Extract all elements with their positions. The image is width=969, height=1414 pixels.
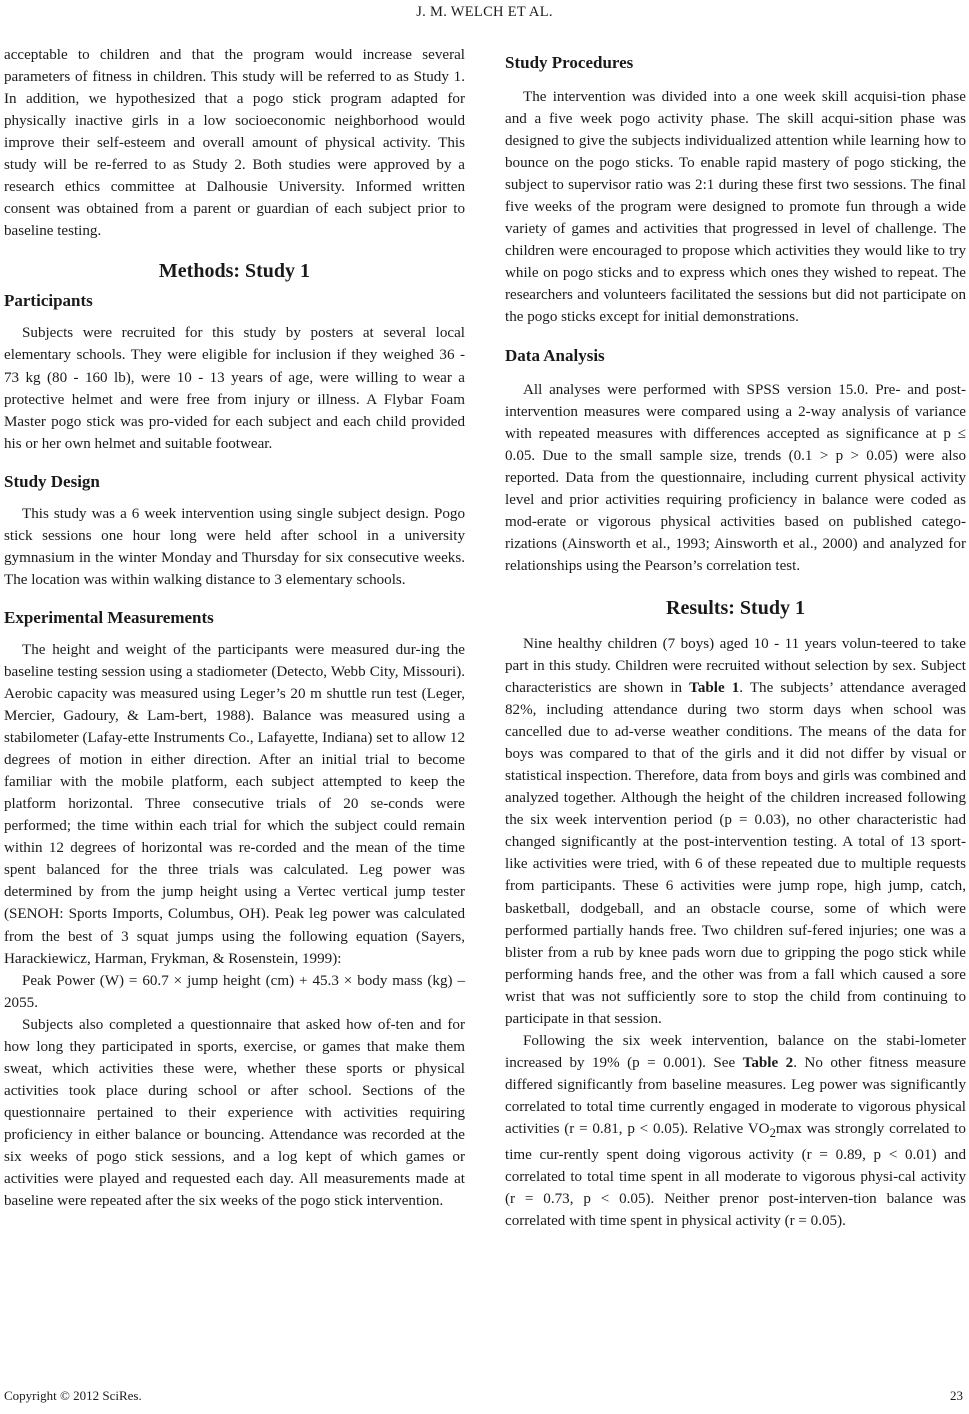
table-1-reference: Table 1 <box>689 680 740 697</box>
copyright-footer: Copyright © 2012 SciRes. <box>4 1388 142 1403</box>
results-paragraph-1 <box>505 633 966 1030</box>
analysis-paragraph: All analyses were performed with SPSS version 15.0. Pre- and post-intervention measures were compared using a 2-way analysis of variance with repeated measures with differences accepted as significance at p ≤ 0.05. Due to the small sample size, trends (0.1 > p > 0.05) were also reported. Data from the questionnaire, including current physical activity level and prior activities requiring proficiency in balance were coded as mod-erate or vigorous physical activities based on published catego-rizations (Ainsworth et al., 1993; Ainsworth et al., 2000) and analyzed for relationships using the Pearson’s correlation test. <box>505 381 966 574</box>
study-design-heading: Study Design <box>4 471 100 491</box>
measurements-paragraph: The height and weight of the participants were measured dur-ing the baseline testing session using a stadiometer (Detecto, Webb City, Missouri). Aerobic capacity was measured using Leger’s 20 m shuttle run test (Leger, Mercier, Gadoury, & Lam-bert, 1988). Balance was measured using a stabilometer (Lafay-ette Instruments Co., Lafayette, Indiana) set to allow 12 degrees of motion in either direction. After an initial trial to become familiar with the mobile platform, each subject attempted to keep the platform horizontal. Three consecutive trials of 20 se-conds were performed; the time within each trial for which the subject could remain within 12 degrees of horizontal was re-corded and the mean of the time spent balanced for the three trials was calculated. Leg power was determined by from the jump height using a Vertec vertical jump tester (SENOH: Sports Imports, Columbus, OH). Peak leg power was calculated from the best of 3 squat jumps using the following equation (Sayers, Harackiewicz, Harman, Frykman, & Rosenstein, 1999): <box>4 641 465 967</box>
results-p2-text-b: . No other fitness measure differed significantly from baseline measures. Leg power was significantly correlated to total time currently engaged in moderate to vigorous physical activities (r = 0.81, p < 0.05). Relative VO <box>505 1054 966 1137</box>
participants-heading: Participants <box>4 291 93 311</box>
analysis-heading: Data Analysis <box>505 345 605 365</box>
questionnaire-paragraph: Subjects also completed a questionnaire that asked how of-ten and for how long they participated in sports, exercise, or games that make them sweat, which activities these were, whether these sports or physical activities took place during school or after school. Sections of the questionnaire pertained to their experience with activities requiring proficiency in either balance or bouncing. Attendance was recorded at the six weeks of pogo stick sessions, and a log kept of which games or activities were played and requested each day. All measurements made at baseline were repeated after the six weeks of the pogo stick intervention. <box>4 1016 465 1210</box>
methods-heading: Methods: Study 1 <box>158 260 311 283</box>
results-p2-text-a: Following the six week intervention, balance on the stabi-lometer increased by 19% (p = 0.001). See <box>505 1032 966 1071</box>
results-heading: Results: Study 1 <box>666 596 805 619</box>
running-head: J. M. WELCH ET AL. <box>416 4 553 20</box>
right-column <box>505 52 966 1232</box>
intro-paragraph: acceptable to children and that the program would increase several parameters of fitness in children. This study will be referred to as Study 1. In addition, we hypothesized that a pogo stick program adapted for physically inactive girls in a low socioeconomic neighborhood would improve their self-esteem and overall amount of physical activity. This study will be re-ferred to as Study 2. Both studies were approved by a research ethics committee at Dalhousie University. Informed written consent was obtained from a parent or guardian of each subject prior to baseline testing. <box>4 47 465 240</box>
results-p2-text-c: max was strongly correlated to time cur-rently spent doing vigorous activity (r = 0.89, p < 0.01) and correlated to total time spent in all moderate to vigorous physi-cal activity (r = 0.73, p < 0.05). Neither prenor post-interven-tion balance was correlated with time spent in physical activity (r = 0.05). <box>505 1120 966 1230</box>
procedures-paragraph: The intervention was divided into a one week skill acquisi-tion phase and a five week pogo activity phase. The skill acqui-sition phase was designed to give the subjects individualized attention while learning how to bounce on the pogo sticks. To enable rapid mastery of pogo sticking, the subject to supervisor ratio was 2:1 during these first two sessions. The final five weeks of the program were designed to promote fun through a wide variety of games and activities that progressed in level of challenge. The children were encouraged to propose which activities they would like to try while on pogo sticks and to express which ones they wished to repeat. The researchers and volunteers facilitated the sessions but did not participate on the pogo sticks except for initial demonstrations. <box>505 89 966 326</box>
left-column <box>4 44 465 1212</box>
measurements-heading: Experimental Measurements <box>4 607 214 627</box>
participants-paragraph: Subjects were recruited for this study by posters at several local elementary schools. They were eligible for inclusion if they weighed 36 - 73 kg (80 - 160 lb), were 10 - 13 years of age, were willing to wear a protective helmet and were free from injury or illness. A Flybar Foam Master pogo stick was pro-vided for each subject and each child provided his or her own helmet and suitable footwear. <box>4 325 465 452</box>
equation-paragraph: Peak Power (W) = 60.7 × jump height (cm) + 45.3 × body mass (kg) – 2055. <box>4 972 465 1011</box>
study-design-paragraph: This study was a 6 week intervention using single subject design. Pogo stick sessions one hour long were held after school in a university gymnasium in the winter Monday and Thursday for six consecutive weeks. The location was within walking distance to 3 elementary schools. <box>4 505 465 588</box>
page-number: 23 <box>950 1388 963 1403</box>
vo2-subscript: 2 <box>769 1125 776 1140</box>
procedures-heading: Study Procedures <box>505 53 634 72</box>
results-paragraph-2 <box>505 1030 966 1232</box>
results-p1-text-a: Nine healthy children (7 boys) aged 10 - 11 years volun-teered to take part in this study. Children were recruited without selection by sex. Subject characteristics are shown in <box>505 635 966 697</box>
results-p1-text-b: . The subjects’ attendance averaged 82%, including attendance during two storm days when school was cancelled due to ad-verse weather conditions. The means of the data for boys was compared to that of the girls and it did not differ by visual or statistical inspection. Therefore, data from boys and girls was combined and analyzed together. Although the height of the children increased following the six week intervention period (p = 0.03), no other characteristic had changed significantly at the post-intervention testing. A total of 13 sport-like activities were tried, with 6 of these repeated due to multiple requests from participants. These 6 activities were jump rope, high jump, catch, basketball, dodgeball, and an obstacle course, some of which were performed partially hands free. Two children suf-fered injuries; one was a blister from a rub by knee pads worn due to gripping the pogo stick while performing hands free, and the other was from a fall which caused a sore wrist that was not sufficiently sore to stop the child from continuing to participate in that session. <box>505 680 966 1027</box>
table-2-reference: Table 2 <box>742 1054 794 1071</box>
